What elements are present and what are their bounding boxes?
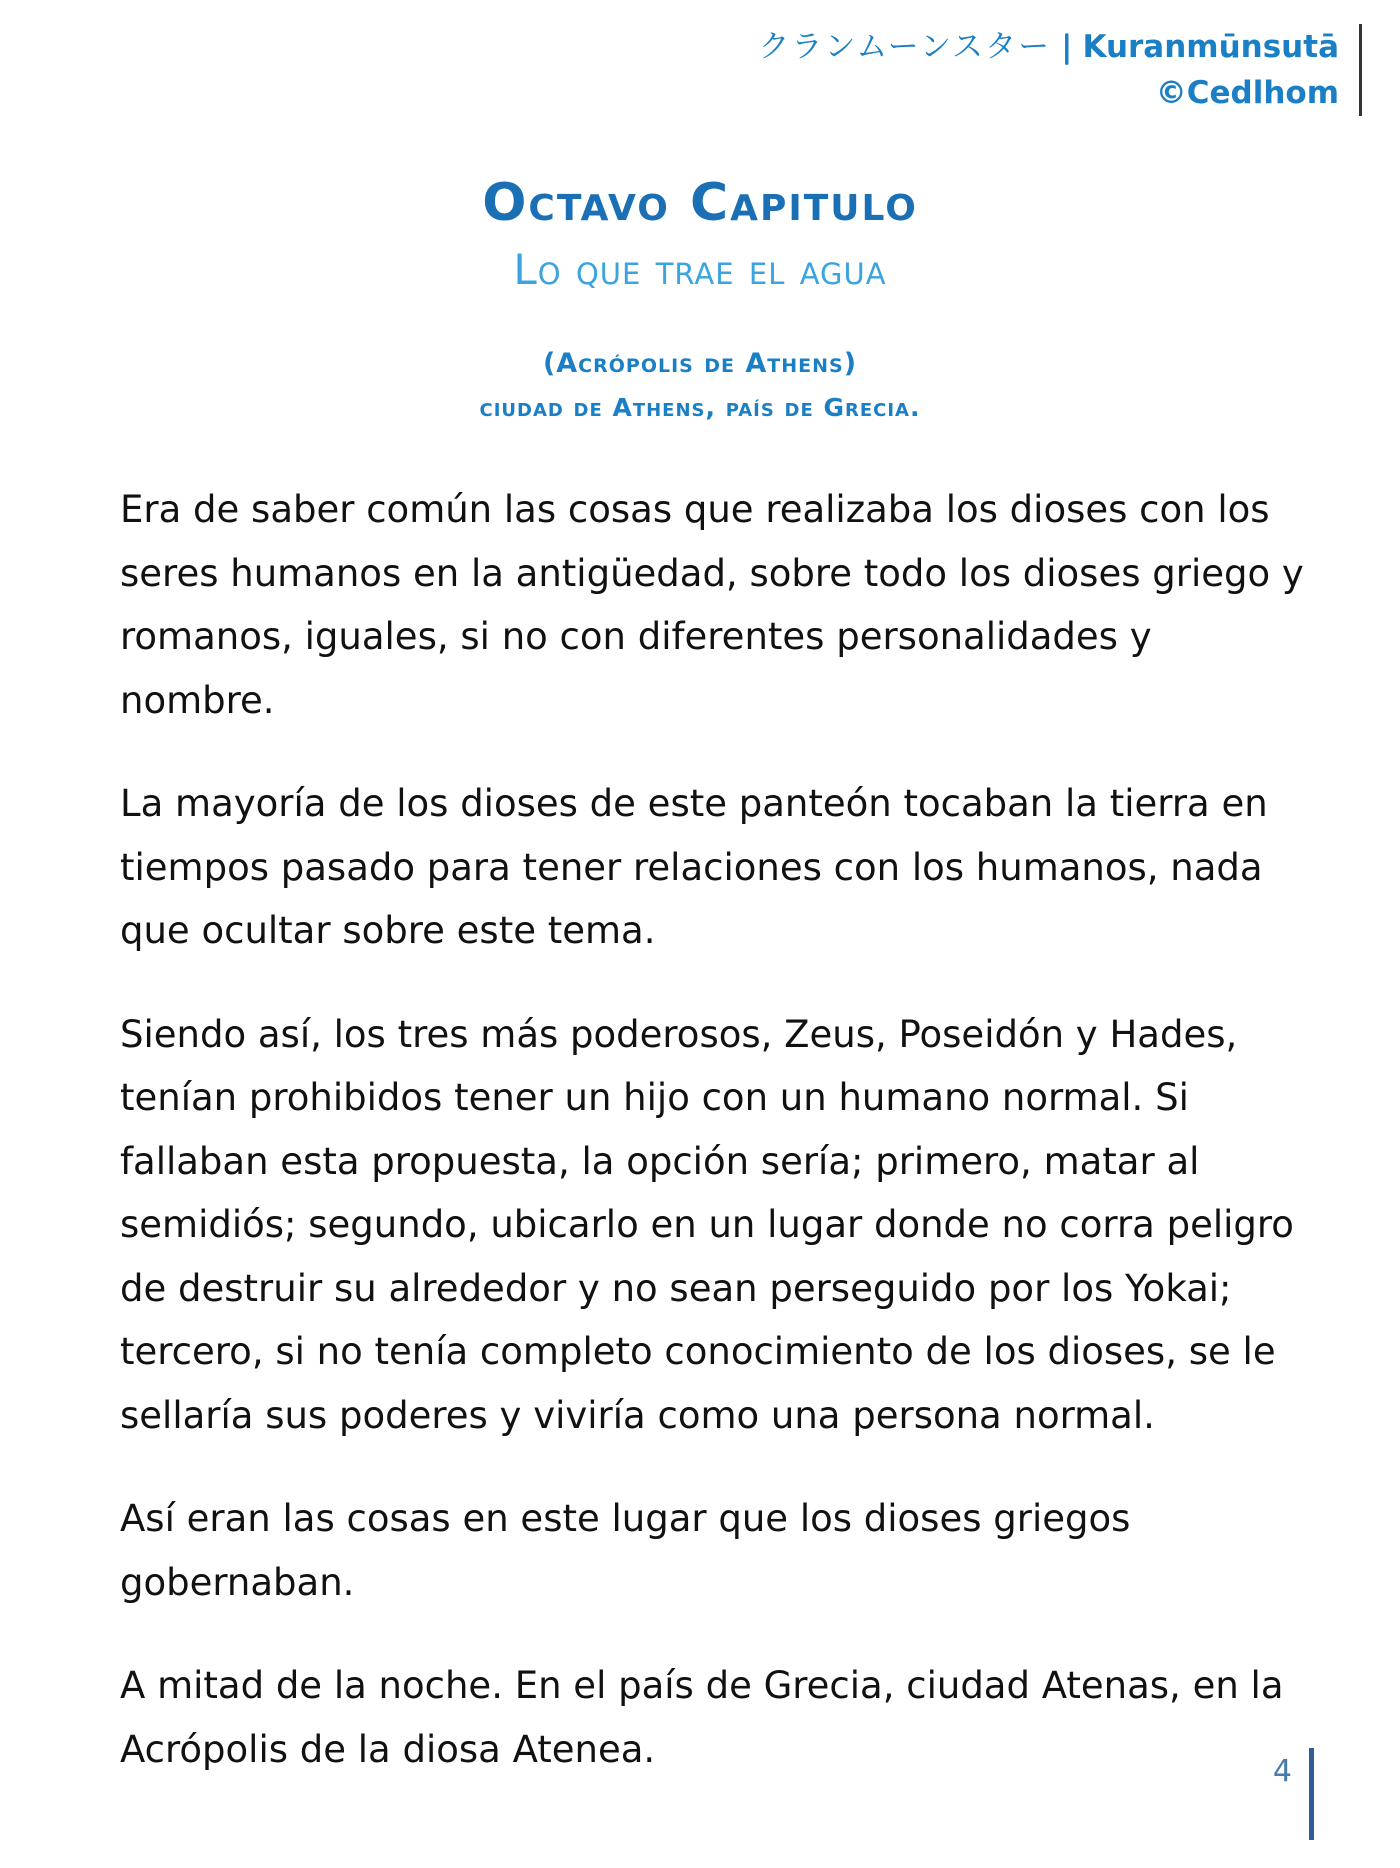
header-title-line (758, 24, 1339, 70)
paragraph-1: Era de saber común las cosas que realizaba los dioses con los seres humanos en la antigüedad, sobre todo los dioses griego y romanos, iguales, si no con diferentes personalidades y nombre. (120, 488, 1304, 722)
chapter-subtitle: Lo que trae el agua (513, 245, 887, 294)
chapter-body (120, 478, 1310, 1821)
paragraph-5: A mitad de la noche. En el país de Grecia, ciudad Atenas, en la Acrópolis de la diosa Atenea. (120, 1664, 1284, 1771)
location-line-1: (Acrópolis de Athens) (542, 348, 858, 379)
copyright-line: ©Cedlhom (1155, 75, 1339, 111)
chapter-title: Octavo Capitulo (482, 173, 918, 233)
japanese-title: クランムーンスター (758, 29, 1052, 65)
romaji-title: Kuranmūnsutā (1082, 29, 1339, 65)
page-number: 4 (1272, 1754, 1292, 1789)
chapter-heading (0, 170, 1400, 430)
paragraph-3: Siendo así, los tres más poderosos, Zeus, Poseidón y Hades, tenían prohibidos tener un hijo con un humano normal. Si fallaban esta propuesta, la opción sería; primero, matar al semidiós; segundo, ubicarlo en un lugar donde no corra peligro de destruir su alrededor y no sean perseguido por los Yokai; tercero, si no tenía completo conocimiento de los dioses, se le sellaría sus poderes y viviría como una persona normal. (120, 1012, 1294, 1437)
location-line-2: ciudad de Athens, país de Grecia. (479, 393, 921, 422)
header-separator: | (1061, 29, 1073, 65)
paragraph-4: Así eran las cosas en este lugar que los dioses griegos gobernaban. (120, 1497, 1131, 1604)
page-number-rule (1309, 1748, 1314, 1840)
paragraph-2: La mayoría de los dioses de este panteón tocaban la tierra en tiempos pasado para tener relaciones con los humanos, nada que ocultar sobre este tema. (120, 782, 1268, 952)
page-header (758, 24, 1362, 116)
